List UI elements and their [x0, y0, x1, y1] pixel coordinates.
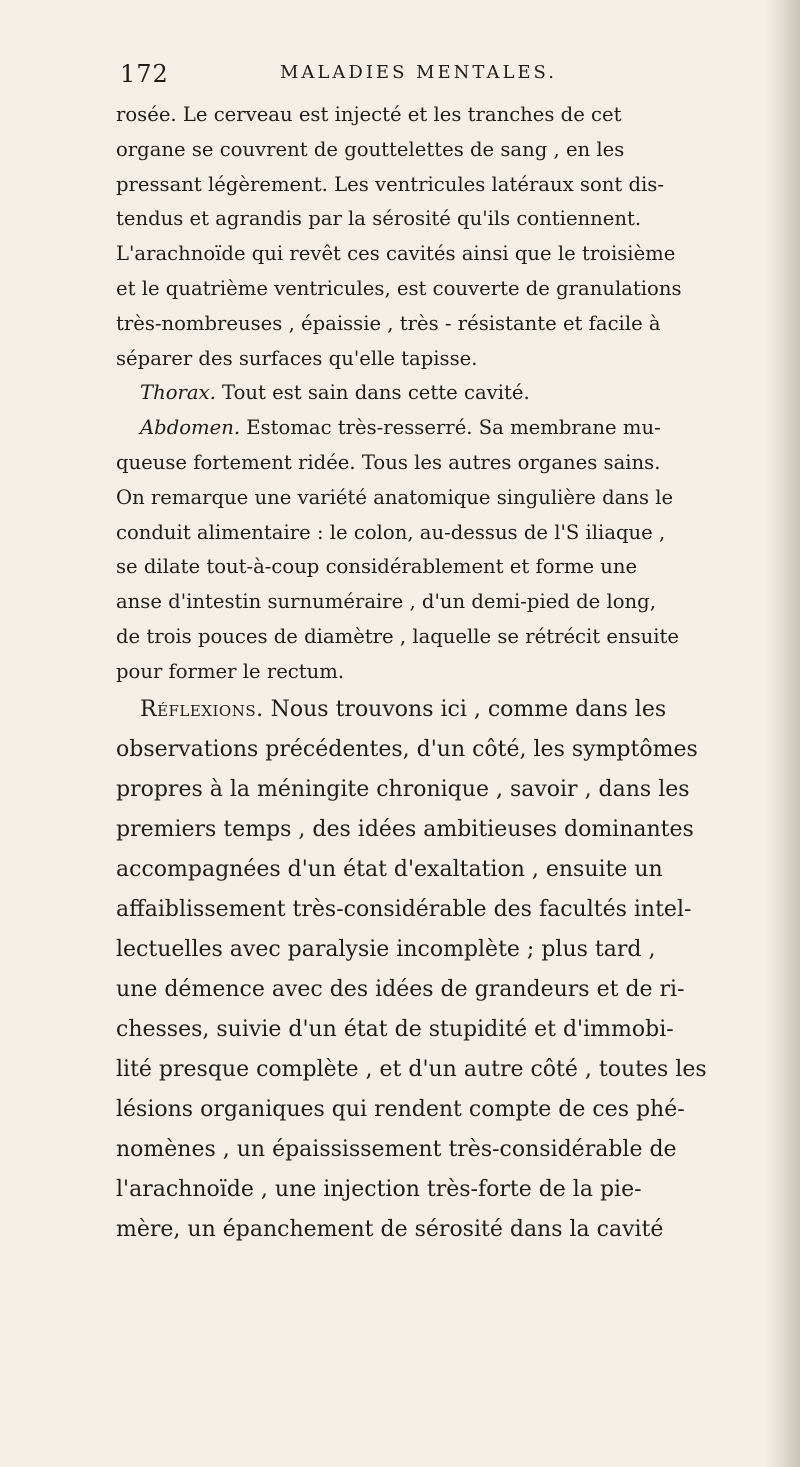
- paragraph-abdomen: [116, 411, 766, 689]
- text-line: On remarque une variété anatomique singulière dans le: [116, 485, 674, 509]
- text-line: [116, 376, 766, 411]
- text-fragment: Tout est sain dans cette cavité.: [215, 381, 530, 405]
- paragraph-brain: [116, 98, 766, 376]
- text-line: L'arachnoïde qui revêt ces cavités ainsi que le troisième: [116, 242, 676, 266]
- text-line: accompagnées d'un état d'exaltation , ensuite un: [116, 856, 663, 882]
- text-line: [116, 411, 766, 446]
- page-edge-shadow: [766, 0, 800, 1467]
- text-line: organe se couvrent de gouttelettes de sang , en les: [116, 137, 625, 161]
- text-line: affaiblissement très-considérable des facultés intel-: [116, 896, 692, 922]
- text-line: observations précédentes, d'un côté, les symptômes: [116, 736, 698, 762]
- text-line: lité presque complète , et d'un autre côté , toutes les: [116, 1056, 707, 1082]
- body-text: [116, 98, 766, 1250]
- text-line: se dilate tout-à-coup considérablement et forme une: [116, 555, 638, 579]
- paragraph-thorax: [116, 376, 766, 411]
- text-line: premiers temps , des idées ambitieuses dominantes: [116, 816, 694, 842]
- text-line: séparer des surfaces qu'elle tapisse.: [116, 346, 478, 370]
- text-line: chesses, suivie d'un état de stupidité et d'immobi-: [116, 1016, 674, 1042]
- section-lead-reflexions: Réflexions.: [140, 696, 264, 722]
- text-line: queuse fortement ridée. Tous les autres organes sains.: [116, 450, 661, 474]
- text-line: une démence avec des idées de grandeurs et de ri-: [116, 976, 685, 1002]
- text-line: très-nombreuses , épaissie , très - résistante et facile à: [116, 311, 661, 335]
- text-line: pressant légèrement. Les ventricules latéraux sont dis-: [116, 172, 664, 196]
- text-line: tendus et agrandis par la sérosité qu'ils contiennent.: [116, 207, 642, 231]
- section-lead-abdomen: Abdomen.: [140, 416, 241, 440]
- text-line: de trois pouces de diamètre , laquelle se rétrécit ensuite: [116, 624, 680, 648]
- text-line: conduit alimentaire : le colon, au-dessus de l'S iliaque ,: [116, 520, 666, 544]
- text-fragment: Nous trouvons ici , comme dans les: [263, 696, 667, 722]
- section-lead-thorax: Thorax.: [140, 381, 216, 405]
- text-line: l'arachnoïde , une injection très-forte de la pie-: [116, 1176, 642, 1202]
- page-number: 172: [120, 60, 169, 88]
- text-line: lectuelles avec paralysie incomplète ; plus tard ,: [116, 936, 656, 962]
- text-line: [116, 690, 766, 730]
- paragraph-reflexions: [116, 690, 766, 1250]
- text-line: lésions organiques qui rendent compte de ces phé-: [116, 1096, 685, 1122]
- running-head: MALADIES MENTALES.: [280, 62, 557, 83]
- text-line: nomènes , un épaississement très-considérable de: [116, 1136, 677, 1162]
- text-fragment: Estomac très-resserré. Sa membrane mu-: [240, 416, 661, 440]
- text-line: et le quatrième ventricules, est couverte de granulations: [116, 276, 682, 300]
- page-header: [120, 60, 600, 100]
- text-line: propres à la méningite chronique , savoir , dans les: [116, 776, 690, 802]
- text-line: anse d'intestin surnuméraire , d'un demi-pied de long,: [116, 590, 656, 614]
- text-line: mère, un épanchement de sérosité dans la cavité: [116, 1216, 664, 1242]
- text-line: pour former le rectum.: [116, 659, 345, 683]
- text-line: rosée. Le cerveau est injecté et les tranches de cet: [116, 103, 622, 126]
